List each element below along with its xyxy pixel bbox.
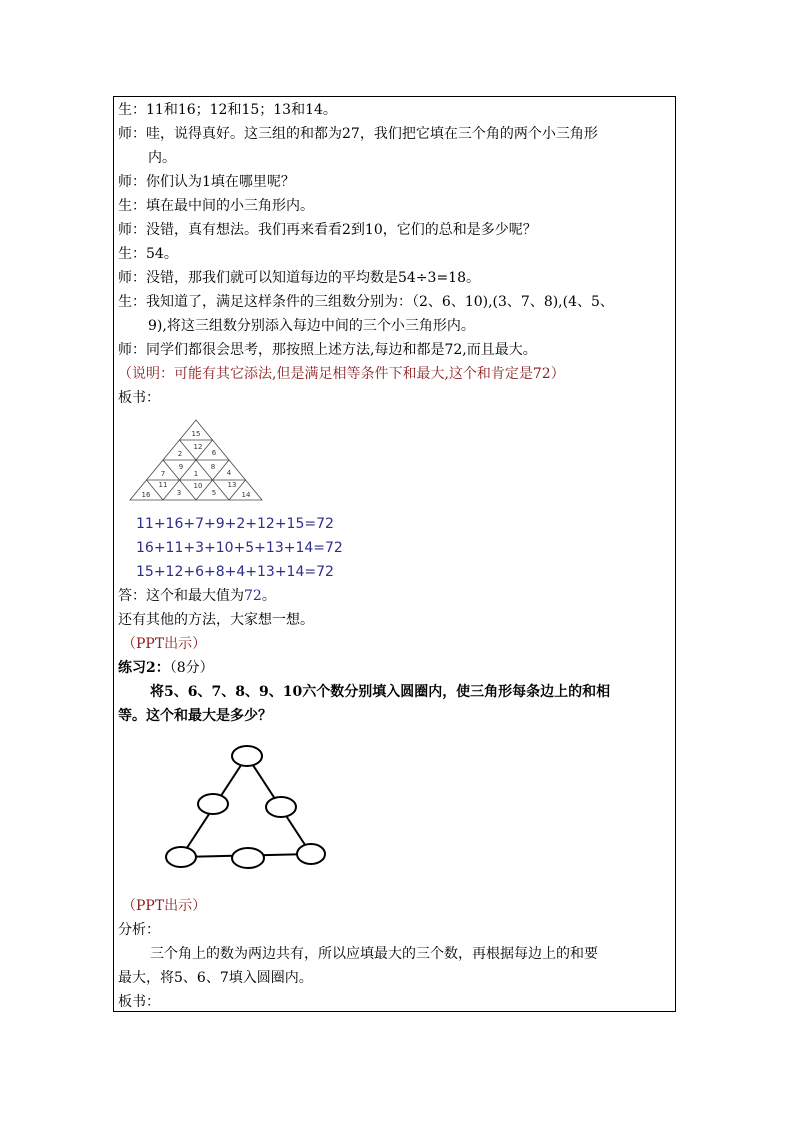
triangle-number: 6: [211, 449, 217, 457]
triangle-number: 14: [241, 491, 251, 499]
board-label: 板书：: [118, 994, 160, 1010]
triangle-number: 7: [160, 470, 166, 478]
triangle-number: 2: [177, 450, 183, 458]
dialogue-line: 内。: [148, 150, 176, 166]
triangle-puzzle-diagram: [128, 418, 268, 504]
ppt-note: （PPT出示）: [122, 898, 207, 914]
note-line: （说明：可能有其它添法,但是满足相等条件下和最大,这个和肯定是72）: [118, 366, 565, 382]
triangle-number: 8: [210, 463, 216, 471]
triangle-number: 3: [176, 489, 182, 497]
exercise-question: 将5、6、7、8、9、10六个数分别填入圆圈内，使三角形每条边上的和相: [150, 684, 611, 700]
triangle-number: 15: [191, 430, 201, 438]
exercise-question: 等。这个和最大是多少？: [118, 708, 272, 724]
triangle-number: 13: [227, 481, 237, 489]
circle-slot: [166, 847, 196, 867]
circle-slot: [232, 848, 264, 868]
answer-prefix: 答：这个和最大值为: [118, 588, 244, 604]
exercise-title: 练习2：: [118, 660, 170, 676]
exercise-heading: [118, 658, 214, 678]
triangle-number: 12: [193, 443, 203, 451]
dialogue-line: 生：填在最中间的小三角形内。: [118, 198, 314, 214]
equation-line: 15+12+6+8+4+13+14=72: [136, 564, 334, 580]
dialogue-line: 师：没错，真有想法。我们再来看看2到10，它们的总和是多少呢？: [118, 222, 537, 238]
circle-slot: [198, 794, 228, 814]
dialogue-line: 生：11和16；12和15；13和14。: [118, 102, 337, 118]
answer-suffix: 。: [261, 588, 276, 604]
dialogue-line: 生：我知道了，满足这样条件的三组数分别为：（2、6、10),(3、7、8),(4、5、: [118, 294, 614, 310]
circle-slot: [266, 797, 296, 817]
board-label: 板书：: [118, 390, 160, 406]
triangle-number: 9: [178, 463, 184, 471]
ppt-note: （PPT出示）: [122, 636, 207, 652]
triangle-number: 11: [158, 481, 168, 489]
exercise-points: （8分）: [169, 660, 214, 676]
dialogue-line: 师：哇，说得真好。这三组的和都为27，我们把它填在三个角的两个小三角形: [118, 126, 598, 142]
dialogue-line: 师：你们认为1填在哪里呢？: [118, 174, 295, 190]
equation-line: 11+16+7+9+2+12+15=72: [136, 516, 334, 532]
dialogue-line: 师：没错，那我们就可以知道每边的平均数是54÷3=18。: [118, 270, 480, 286]
triangle-number: 16: [141, 491, 151, 499]
dialogue-line: 师：同学们都很会思考，那按照上述方法,每边和都是72,而且最大。: [118, 342, 537, 358]
more-methods-line: 还有其他的方法，大家想一想。: [118, 612, 314, 628]
answer-line: [118, 586, 276, 606]
circle-triangle-diagram: [160, 740, 330, 874]
triangle-number: 5: [211, 489, 217, 497]
circle-slot: [297, 844, 325, 864]
analysis-label: 分析：: [118, 922, 160, 938]
triangle-number: 10: [193, 482, 203, 490]
equation-line: 16+11+3+10+5+13+14=72: [136, 540, 343, 556]
analysis-text: 三个角上的数为两边共有，所以应填最大的三个数，再根据每边上的和要: [150, 946, 598, 962]
dialogue-line: 9),将这三组数分别添入每边中间的三个小三角形内。: [148, 318, 475, 334]
circle-slot: [232, 746, 262, 766]
triangle-number: 4: [226, 469, 232, 477]
answer-value: 72: [244, 588, 262, 604]
analysis-text: 最大，将5、6、7填入圆圈内。: [118, 970, 313, 986]
dialogue-line: 生：54。: [118, 246, 178, 262]
triangle-number: 1: [193, 470, 199, 478]
